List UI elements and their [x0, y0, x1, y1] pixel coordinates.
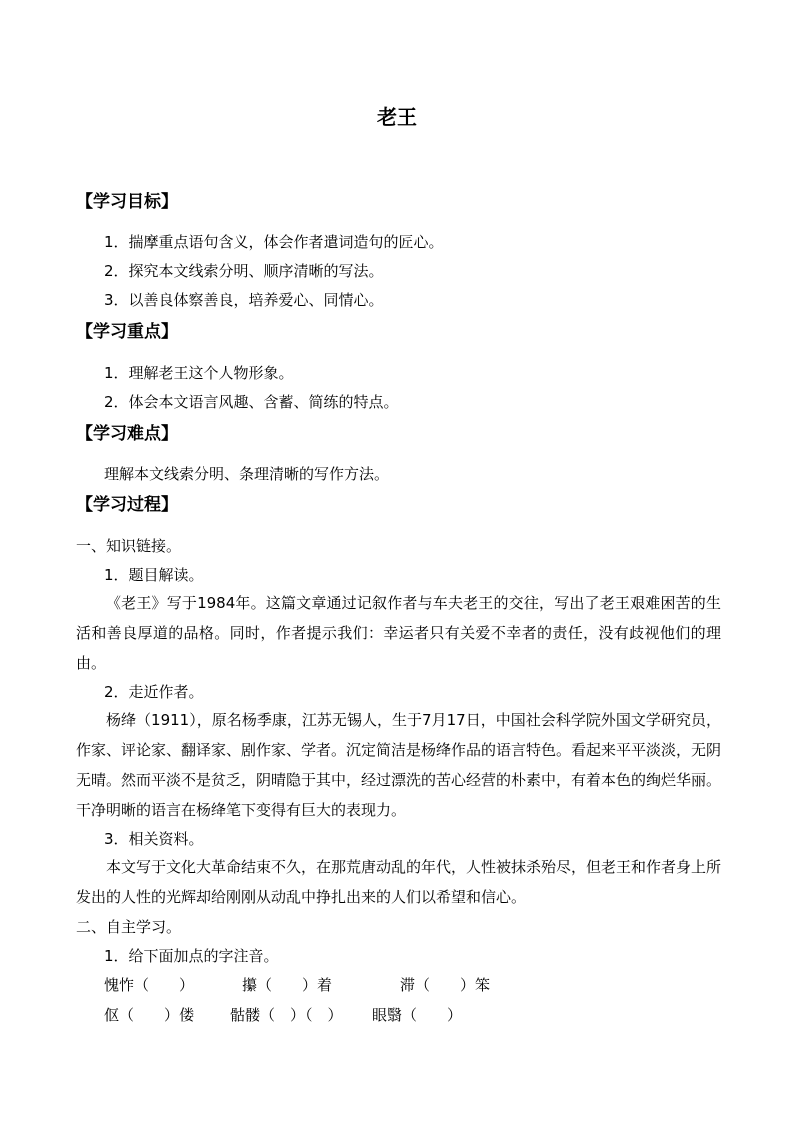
section-1-heading: 一、知识链接。: [76, 537, 182, 555]
heading-learning-process: 【学习过程】: [76, 495, 178, 515]
pinyin-blank-zuan[interactable]: 攥（ ）着: [242, 976, 333, 994]
page-title: 老王: [377, 105, 417, 129]
section-1-item-3-label: 3．相关资料。: [104, 830, 204, 848]
key-point-item-2: 2．体会本文语言风趣、含蓄、简练的特点。: [104, 393, 399, 411]
heading-difficulties: 【学习难点】: [76, 424, 178, 444]
section-1-item-2-paragraph: 杨绛（1911），原名杨季康，江苏无锡人，生于7月17日，中国社会科学院外国文学研究员，作家、评论家、翻译家、剧作家、学者。沉定简洁是杨绛作品的语言特色。看起来平平淡淡，无阴无晴。然而平淡不是贫乏，阴晴隐于其中，经过漂洗的苦心经营的朴素中，有着本色的绚烂华丽。干净明晰的语言在杨绛笔下变得有巨大的表现力。: [76, 711, 722, 819]
heading-learning-goals: 【学习目标】: [76, 192, 178, 212]
section-2-item-1-label: 1．给下面加点的字注音。: [104, 947, 279, 965]
section-1-item-1-paragraph: 《老王》写于1984年。这篇文章通过记叙作者与车夫老王的交往，写出了老王艰难困苦的生活和善良厚道的品格。同时，作者提示我们：幸运者只有关爱不幸者的责任，没有歧视他们的理由。: [76, 594, 721, 672]
pinyin-blank-kuizuo[interactable]: 愧怍（ ）: [104, 976, 195, 994]
pinyin-blank-kulou[interactable]: 骷髅（ ）（ ）: [230, 1006, 343, 1024]
section-2-heading: 二、自主学习。: [76, 918, 182, 936]
pinyin-blank-zhi[interactable]: 滞（ ）笨: [400, 976, 491, 994]
pinyin-blank-yanyi[interactable]: 眼翳（ ）: [372, 1006, 463, 1024]
difficulty-text: 理解本文线索分明、条理清晰的写作方法。: [104, 465, 390, 483]
key-point-item-1: 1．理解老王这个人物形象。: [104, 364, 294, 382]
goal-item-3: 3．以善良体察善良，培养爱心、同情心。: [104, 291, 384, 309]
section-1-item-3-paragraph: 本文写于文化大革命结束不久，在那荒唐动乱的年代，人性被抹杀殆尽，但老王和作者身上所发出的人性的光辉却给刚刚从动乱中挣扎出来的人们以希望和信心。: [76, 858, 722, 906]
section-1-item-2-label: 2．走近作者。: [104, 683, 204, 701]
goal-item-2: 2．探究本文线索分明、顺序清晰的写法。: [104, 262, 384, 280]
heading-key-points: 【学习重点】: [76, 322, 178, 342]
pinyin-blank-yulou[interactable]: 伛（ ）偻: [104, 1006, 195, 1024]
goal-item-1: 1．揣摩重点语句含义，体会作者遣词造句的匠心。: [104, 233, 444, 251]
section-1-item-1-label: 1．题目解读。: [104, 566, 204, 584]
